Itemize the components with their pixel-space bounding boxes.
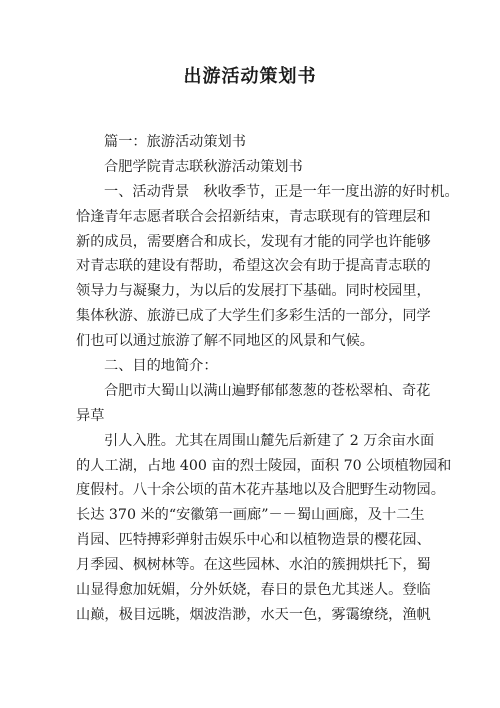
text-line: 一、活动背景 秋收季节，正是一年一度出游的好时机。 — [104, 183, 459, 200]
document-body — [76, 130, 459, 628]
text-line: 对青志联的建设有帮助，希望这次会有助于提高青志联的 — [76, 258, 431, 275]
text-line: 山显得愈加妩媚，分外妖娆，春日的景色尤其迷人。登临 — [76, 582, 431, 599]
text-line: 月季园、枫树林等。在这些园林、水泊的簇拥烘托下，蜀 — [76, 557, 431, 574]
text-line: 度假村。八十余公顷的苗木花卉基地以及合肥野生动物园。 — [76, 482, 445, 499]
text-line: 的人工湖，占地 400 亩的烈士陵园，面积 70 公顷植物园和 — [76, 457, 452, 474]
text-line: 合肥市大蜀山以满山遍野郁郁葱葱的苍松翠柏、奇花 — [104, 382, 431, 399]
text-line: 二、目的地简介： — [104, 358, 218, 375]
text-line: 篇一：旅游活动策划书 — [104, 134, 246, 150]
text-line: 领导力与凝聚力，为以后的发展打下基础。同时校园里， — [76, 283, 431, 300]
document-title: 出游活动策划书 — [183, 66, 317, 87]
text-line: 合肥学院青志联秋游活动策划书 — [104, 158, 303, 175]
text-line: 引人入胜。尤其在周围山麓先后新建了 2 万余亩水面 — [104, 432, 435, 449]
text-line: 长达 370 米的“安徽第一画廊”－－蜀山画廊，及十二生 — [76, 507, 425, 524]
text-line: 新的成员，需要磨合和成长，发现有才能的同学也许能够 — [76, 233, 431, 250]
text-line: 集体秋游、旅游已成了大学生们多彩生活的一部分，同学 — [76, 308, 431, 325]
text-line: 恰逢青年志愿者联合会招新结束，青志联现有的管理层和 — [76, 208, 431, 225]
text-line: 们也可以通过旅游了解不同地区的风景和气候。 — [76, 333, 374, 350]
text-line: 肖园、匹特搏彩弹射击娱乐中心和以植物造景的樱花园、 — [76, 532, 431, 549]
text-line: 异草 — [76, 407, 105, 424]
text-line: 山巅，极目远眺，烟波浩渺，水天一色，雾霭缭绕，渔帆 — [76, 606, 431, 623]
